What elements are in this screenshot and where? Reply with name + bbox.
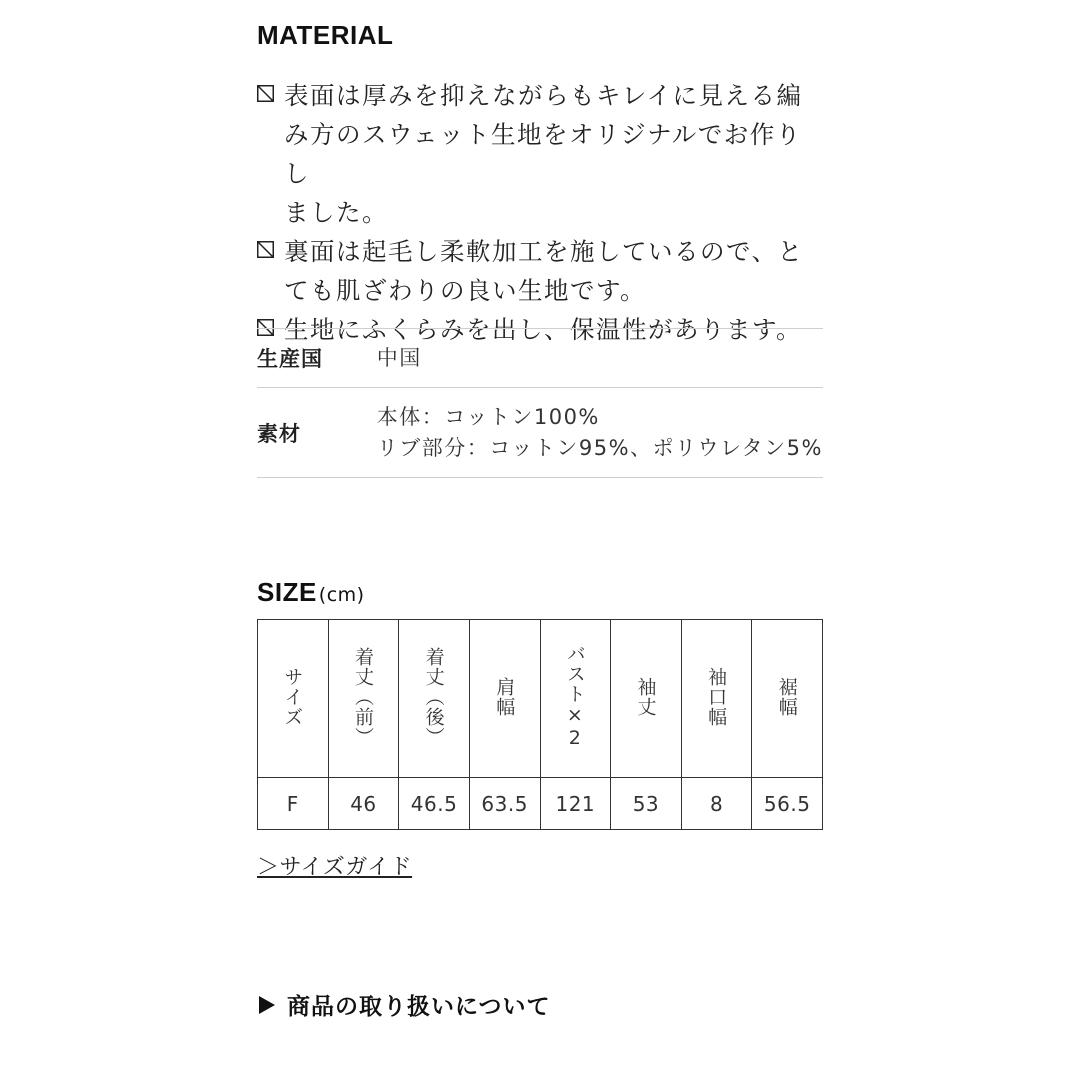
- material-heading: MATERIAL: [257, 20, 394, 50]
- size-header-cell: [611, 620, 682, 778]
- bullet-line: ました。: [284, 198, 388, 227]
- spec-table: [257, 328, 823, 478]
- size-value-cell: 56.5: [752, 778, 823, 830]
- size-header-label: 着丈（後）: [422, 646, 445, 747]
- material-bullet: [257, 232, 827, 310]
- size-header-cell: [752, 620, 823, 778]
- size-value-cell: 121: [540, 778, 611, 830]
- care-instructions-label: 商品の取り扱いについて: [287, 994, 551, 1020]
- triangle-right-icon: [257, 994, 277, 1016]
- country-label: 生産国: [257, 347, 323, 371]
- size-header-cell: [258, 620, 329, 778]
- material-value: [377, 388, 823, 478]
- material-line: リブ部分：コットン95%、ポリウレタン5%: [376, 435, 823, 460]
- size-header-label: 袖口幅: [705, 666, 728, 727]
- size-value-cell: 46: [328, 778, 399, 830]
- size-value-cell: 8: [681, 778, 752, 830]
- size-value-cell: 63.5: [469, 778, 540, 830]
- material-bullet-text: [284, 76, 827, 232]
- country-value: 中国: [376, 345, 422, 370]
- size-value-cell: 46.5: [399, 778, 470, 830]
- hatched-box-icon: [257, 76, 284, 102]
- size-header-label: サイズ: [281, 666, 304, 727]
- size-heading-text: SIZE: [257, 577, 317, 607]
- material-bullet-text: [284, 232, 827, 310]
- spec-row-country: [257, 329, 823, 388]
- bullet-line: 生地にふくらみを出し、保温性があります。: [284, 315, 803, 344]
- size-table-header-row: [258, 620, 823, 778]
- hatched-box-icon: [257, 232, 284, 258]
- size-unit: (cm): [318, 584, 365, 606]
- size-header-cell: [399, 620, 470, 778]
- size-header-label: 着丈（前）: [351, 646, 374, 747]
- size-header-label: 裾幅: [775, 676, 798, 717]
- size-header-cell: [681, 620, 752, 778]
- spec-row-material: [257, 388, 823, 478]
- size-heading: [257, 577, 365, 608]
- bullet-line: 裏面は起毛し柔軟加工を施しているので、と: [284, 237, 804, 266]
- bullet-line: ても肌ざわりの良い生地です。: [284, 276, 647, 305]
- size-table: [257, 619, 823, 830]
- care-instructions-toggle[interactable]: [257, 988, 551, 1021]
- material-line: 本体：コットン100%: [376, 404, 600, 429]
- material-label: 素材: [257, 421, 301, 446]
- size-header-cell: [540, 620, 611, 778]
- material-bullet-list: [257, 76, 827, 349]
- bullet-line: 表面は厚みを抑えながらもキレイに見える編: [284, 81, 803, 110]
- size-header-cell: [469, 620, 540, 778]
- size-value-cell: 53: [611, 778, 682, 830]
- bullet-line: み方のスウェット生地をオリジナルでお作りし: [284, 120, 802, 188]
- size-header-label: 肩幅: [493, 676, 516, 717]
- material-bullet: [257, 76, 827, 232]
- size-header-cell: [328, 620, 399, 778]
- size-guide-link[interactable]: ＞サイズガイド: [257, 855, 413, 880]
- size-header-label: 袖丈: [634, 676, 657, 717]
- size-value-cell: F: [258, 778, 329, 830]
- size-header-label: バスト×2: [563, 643, 586, 750]
- size-table-value-row: [258, 778, 823, 830]
